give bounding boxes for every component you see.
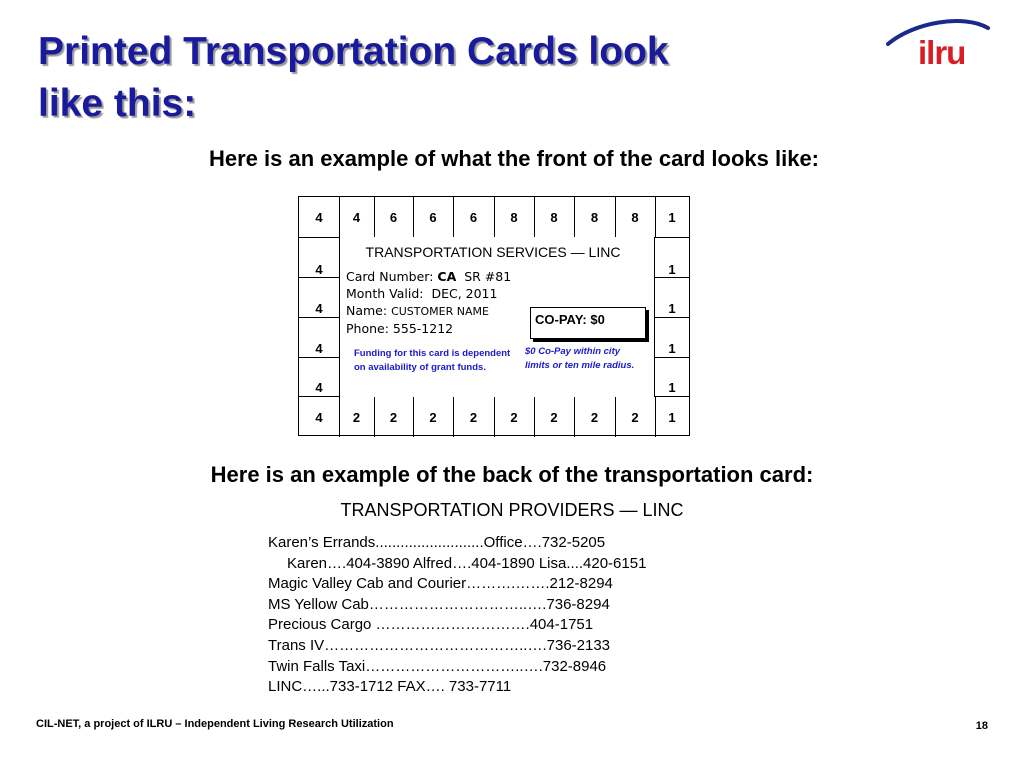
copay-box: CO-PAY: $0	[530, 307, 646, 339]
grid-cell: 8	[494, 197, 535, 237]
grid-cell: 1	[668, 301, 676, 316]
grid-cell: 2	[453, 397, 495, 437]
funding-note: Funding for this card is dependent on availability of grant funds.	[354, 348, 511, 373]
grid-cell: 2	[339, 397, 375, 437]
grid-cell: 4	[315, 341, 323, 356]
grid-cell: 6	[413, 197, 454, 237]
grid-cell: 2	[374, 397, 414, 437]
grid-cell: 6	[453, 197, 495, 237]
list-item: Trans IV…………………………………..….736-2133	[268, 636, 611, 654]
card-header: TRANSPORTATION SERVICES — LINC	[365, 244, 621, 260]
card-number-line: Card Number: CA SR #81	[346, 269, 512, 284]
slide-title-line1: Printed Transportation Cards look	[38, 30, 669, 73]
grid-cell: 1	[668, 409, 676, 425]
front-heading: Here is an example of what the front of the card looks like:	[208, 146, 820, 171]
grid-cell: 4	[339, 197, 375, 237]
list-item: LINC…...733-1712 FAX…. 733-7711	[268, 678, 512, 696]
list-item: Twin Falls Taxi…………………………..….732-8946	[268, 657, 607, 675]
card-details	[346, 268, 511, 337]
slide-title-line2: like this:	[38, 82, 197, 125]
month-valid-line: Month Valid: DEC, 2011	[346, 286, 498, 301]
grid-cell: 2	[574, 397, 616, 437]
grid-cell: 4	[299, 197, 340, 237]
grid-cell: 2	[413, 397, 454, 437]
list-item: Karen….404-3890 Alfred….404-1890 Lisa....420-6151	[287, 554, 647, 572]
grid-cell: 6	[374, 197, 414, 237]
grid-cell: 4	[315, 301, 323, 316]
slide-title	[38, 26, 838, 130]
grid-cell: 2	[534, 397, 575, 437]
grid-cell: 1	[668, 262, 676, 277]
back-heading: Here is an example of the back of the transportation card:	[210, 462, 814, 487]
grid-cell: 2	[494, 397, 535, 437]
grid-cell: 4	[315, 262, 323, 277]
card-info-panel	[339, 237, 655, 397]
page-number: 18	[975, 720, 988, 732]
footer-text: CIL-NET, a project of ILRU – Independent Living Research Utilization	[36, 718, 394, 730]
card-front	[298, 196, 690, 436]
list-item: Magic Valley Cab and Courier……….…….212-8294	[268, 575, 613, 593]
providers-title: TRANSPORTATION PROVIDERS — LINC	[340, 500, 684, 520]
list-item: Precious Cargo ………………………….404-1751	[268, 616, 594, 634]
grid-cell: 8	[615, 197, 656, 237]
name-line: Name: CUSTOMER NAME	[346, 303, 489, 318]
providers-list	[268, 533, 646, 698]
grid-cell: 8	[534, 197, 575, 237]
card-top-row	[299, 197, 689, 238]
grid-cell: 1	[668, 209, 676, 225]
grid-cell: 4	[315, 380, 323, 395]
list-item: MS Yellow Cab…………………………..….736-8294	[268, 595, 610, 613]
grid-cell: 1	[668, 380, 676, 395]
ilru-logo: ilru	[918, 34, 966, 71]
list-item: Karen’s Errands..........................Office….732-5205	[268, 534, 606, 551]
grid-cell: 4	[299, 397, 340, 437]
card-bottom-row	[299, 397, 689, 437]
copay-note: $0 Co-Pay within city limits or ten mile radius.	[525, 346, 635, 371]
grid-cell: 8	[574, 197, 616, 237]
grid-cell: 2	[615, 397, 656, 437]
phone-line: Phone: 555-1212	[346, 321, 454, 336]
grid-cell: 1	[668, 341, 676, 356]
